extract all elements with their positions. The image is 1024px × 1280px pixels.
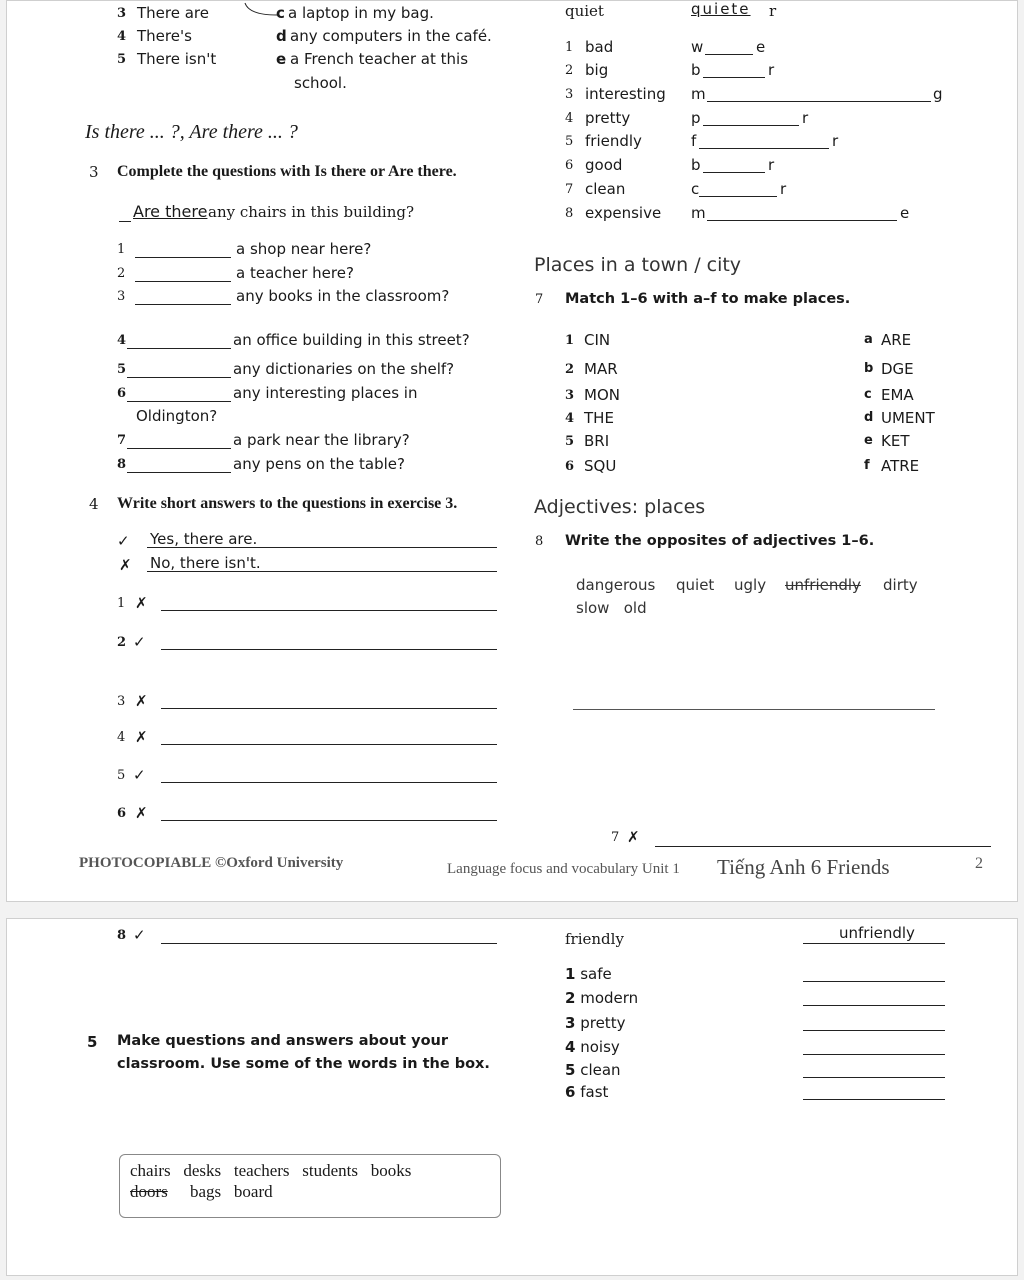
spelling-blank[interactable] — [699, 196, 777, 197]
match-letter: d — [864, 410, 874, 425]
answer-line[interactable] — [161, 610, 497, 611]
cross-mark: ✗ — [119, 556, 132, 574]
answer-blank[interactable] — [127, 448, 231, 449]
item-number: 2 — [117, 266, 126, 281]
word-option: quiet — [676, 576, 715, 594]
start-letter: m — [691, 204, 706, 222]
footer-unit: Language focus and vocabulary Unit 1 — [447, 861, 680, 877]
adjective-item — [565, 1062, 621, 1079]
adjective-word: interesting — [585, 85, 666, 103]
answer-line — [803, 943, 945, 944]
item-number: 8 — [117, 457, 127, 472]
match-number: 3 — [117, 6, 127, 21]
adjective-word: fast — [580, 1083, 609, 1101]
item-number: 3 — [117, 694, 126, 709]
page-number: 2 — [975, 855, 983, 872]
word-start: MAR — [584, 360, 618, 378]
word-box-line: chairs desks teachers students books — [130, 1161, 412, 1180]
example-answer: unfriendly — [839, 924, 915, 942]
answer-line[interactable] — [161, 649, 497, 650]
example-word: friendly — [565, 930, 624, 948]
start-letter: b — [691, 156, 701, 174]
adjective-item — [565, 1039, 620, 1056]
exercise-number: 7 — [535, 292, 544, 307]
worksheet-page-2 — [6, 918, 1018, 1276]
adjective-item — [565, 1084, 608, 1101]
match-letter: b — [864, 361, 874, 376]
end-letter: r — [768, 61, 775, 79]
spelling-blank[interactable] — [703, 172, 765, 173]
answer-line[interactable] — [803, 1005, 945, 1006]
exercise-number: 5 — [87, 1033, 98, 1051]
match-letter: d — [276, 27, 287, 45]
answer-line[interactable] — [803, 1030, 945, 1031]
match-letter: c — [864, 387, 872, 402]
adjective-item — [565, 990, 638, 1007]
adjective-word: clean — [585, 180, 626, 198]
question-text: an office building in this street? — [233, 331, 470, 349]
answer-blank[interactable] — [127, 401, 231, 402]
item-number: 2 — [117, 635, 127, 650]
section-title-places: Places in a town / city — [534, 254, 742, 276]
item-number: 1 — [117, 242, 126, 257]
cross-mark: ✗ — [135, 594, 148, 612]
spelling-blank[interactable] — [707, 220, 897, 221]
adjective-word: modern — [580, 989, 639, 1007]
word-option-struck: unfriendly — [785, 576, 861, 594]
match-left-text: There isn't — [137, 50, 217, 68]
end-letter: r — [768, 156, 775, 174]
worksheet-page-1 — [6, 0, 1018, 902]
example-underline — [119, 221, 131, 222]
word-box-line: bags board — [190, 1182, 273, 1201]
word-end: DGE — [881, 360, 914, 378]
spelling-blank[interactable] — [707, 101, 931, 102]
item-number: 1 — [117, 596, 126, 611]
match-left-text: There's — [137, 27, 192, 45]
adjective-item — [565, 1015, 625, 1032]
end-letter: e — [756, 38, 766, 56]
exercise-instruction: Complete the questions with Is there or Are there. — [117, 163, 457, 180]
adjective-word: safe — [580, 965, 612, 983]
match-right-text: school. — [294, 74, 347, 92]
match-right-text: any computers in the café. — [290, 27, 492, 45]
question-text: any pens on the table? — [233, 455, 405, 473]
match-right-text: a laptop in my bag. — [288, 4, 434, 22]
cross-mark: ✗ — [135, 804, 148, 822]
cross-mark: ✗ — [627, 828, 640, 846]
exercise-number: 3 — [89, 163, 99, 181]
answer-line — [147, 571, 497, 572]
item-number: 4 — [117, 333, 127, 348]
match-number: 4 — [117, 29, 127, 44]
example-word: quiet — [565, 2, 604, 20]
item-number: 7 — [117, 433, 127, 448]
adjective-word: good — [585, 156, 623, 174]
item-number: 2 — [565, 362, 575, 377]
word-end: KET — [881, 432, 910, 450]
answer-line[interactable] — [161, 943, 497, 944]
answer-line[interactable] — [803, 981, 945, 982]
item-number: 6 — [117, 386, 127, 401]
item-number: 4 — [565, 411, 575, 426]
item-number: 8 — [565, 206, 574, 221]
example-answer: No, there isn't. — [150, 554, 261, 572]
exercise-instruction: Make questions and answers about your — [117, 1033, 449, 1049]
item-number: 1 — [565, 965, 576, 983]
question-text: Oldington? — [136, 407, 218, 425]
match-letter: c — [276, 4, 285, 22]
item-number: 7 — [611, 830, 620, 845]
answer-line[interactable] — [161, 820, 497, 821]
item-number: 5 — [117, 768, 126, 783]
example-answer: Are there — [133, 202, 208, 221]
check-mark: ✓ — [133, 766, 146, 784]
answer-blank[interactable] — [135, 304, 231, 305]
footer-book-title: Tiếng Anh 6 Friends — [717, 855, 890, 879]
word-end: ARE — [881, 331, 912, 349]
word-start: BRI — [584, 432, 610, 450]
match-letter: e — [864, 433, 873, 448]
match-curve-line — [243, 1, 279, 21]
item-number: 2 — [565, 989, 576, 1007]
item-number: 5 — [117, 362, 127, 377]
item-number: 4 — [565, 1038, 576, 1056]
example-question: any chairs in this building? — [208, 203, 415, 221]
start-letter: m — [691, 85, 706, 103]
divider-line — [573, 709, 935, 710]
end-letter: e — [900, 204, 910, 222]
item-number: 6 — [565, 158, 574, 173]
word-box-struck: doors — [130, 1182, 168, 1201]
answer-line[interactable] — [161, 708, 497, 709]
answer-blank[interactable] — [127, 472, 231, 473]
spelling-blank[interactable] — [703, 77, 765, 78]
word-end: UMENT — [881, 409, 935, 427]
section-title-adjectives: Adjectives: places — [534, 496, 706, 518]
item-number: 3 — [565, 1014, 576, 1032]
answer-line — [147, 547, 497, 548]
start-letter: w — [691, 38, 704, 56]
question-text: any interesting places in — [233, 384, 418, 402]
word-start: CIN — [584, 331, 611, 349]
adjective-word: expensive — [585, 204, 662, 222]
answer-blank[interactable] — [127, 377, 231, 378]
answer-line[interactable] — [803, 1077, 945, 1078]
exercise-instruction: Write short answers to the questions in exercise 3. — [117, 495, 458, 512]
item-number: 3 — [565, 87, 574, 102]
item-number: 7 — [565, 182, 574, 197]
exercise-instruction: Write the opposites of adjectives 1–6. — [565, 533, 875, 549]
question-text: any books in the classroom? — [236, 287, 450, 305]
check-mark: ✓ — [133, 633, 146, 651]
match-letter: f — [864, 458, 870, 473]
answer-blank[interactable] — [135, 257, 231, 258]
end-letter: g — [933, 85, 943, 103]
answer-line[interactable] — [803, 1054, 945, 1055]
item-number: 6 — [565, 1083, 576, 1101]
item-number: 3 — [117, 289, 126, 304]
spelling-blank[interactable] — [705, 54, 753, 55]
question-text: a shop near here? — [236, 240, 372, 258]
answer-line[interactable] — [161, 744, 497, 745]
adjective-word: pretty — [580, 1014, 626, 1032]
start-letter: f — [691, 132, 697, 150]
spelling-blank[interactable] — [699, 148, 829, 149]
item-number: 6 — [565, 459, 575, 474]
item-number: 4 — [117, 730, 126, 745]
word-option: dangerous — [576, 576, 656, 594]
word-start: THE — [584, 409, 614, 427]
example-end-letter: r — [769, 2, 777, 20]
word-end: ATRE — [881, 457, 920, 475]
match-right-text: a French teacher at this — [290, 50, 469, 68]
start-letter: b — [691, 61, 701, 79]
end-letter: r — [802, 109, 809, 127]
adjective-word: bad — [585, 38, 614, 56]
item-number: 5 — [565, 434, 575, 449]
answer-line[interactable] — [161, 782, 497, 783]
end-letter: r — [832, 132, 839, 150]
answer-blank[interactable] — [127, 348, 231, 349]
section-title-is-there: Is there ... ?, Are there ... ? — [85, 121, 298, 143]
check-mark: ✓ — [117, 532, 130, 550]
spelling-blank[interactable] — [703, 125, 799, 126]
exercise-instruction: classroom. Use some of the words in the box. — [117, 1056, 490, 1072]
word-box — [119, 1154, 501, 1218]
answer-line[interactable] — [655, 846, 991, 847]
item-number: 6 — [117, 806, 127, 821]
adjective-word: pretty — [585, 109, 631, 127]
cross-mark: ✗ — [135, 692, 148, 710]
adjective-item — [565, 966, 612, 983]
footer-copyright: PHOTOCOPIABLE ©Oxford University — [79, 855, 344, 871]
adjective-word: big — [585, 61, 609, 79]
adjective-word: noisy — [580, 1038, 620, 1056]
word-end: EMA — [881, 386, 914, 404]
word-option: slow old — [576, 599, 647, 617]
item-number: 1 — [565, 333, 575, 348]
adjective-word: clean — [580, 1061, 621, 1079]
adjective-word: friendly — [585, 132, 642, 150]
word-start: MON — [584, 386, 620, 404]
item-number: 5 — [565, 1061, 576, 1079]
exercise-number: 8 — [535, 534, 544, 549]
item-number: 3 — [565, 388, 575, 403]
match-number: 5 — [117, 52, 127, 67]
exercise-number: 4 — [89, 495, 99, 513]
answer-blank[interactable] — [135, 281, 231, 282]
example-spelling: quiete — [691, 0, 751, 18]
question-text: a teacher here? — [236, 264, 354, 282]
match-letter: a — [864, 332, 873, 347]
word-start: SQU — [584, 457, 617, 475]
word-option: dirty — [883, 576, 918, 594]
item-number: 1 — [565, 40, 574, 55]
item-number: 4 — [565, 111, 574, 126]
item-number: 2 — [565, 63, 574, 78]
end-letter: r — [780, 180, 787, 198]
check-mark: ✓ — [133, 926, 146, 944]
question-text: a park near the library? — [233, 431, 410, 449]
item-number: 8 — [117, 928, 127, 943]
word-option: ugly — [734, 576, 767, 594]
item-number: 5 — [565, 134, 574, 149]
exercise-instruction: Match 1–6 with a–f to make places. — [565, 291, 851, 307]
start-letter: p — [691, 109, 701, 127]
answer-line[interactable] — [803, 1099, 945, 1100]
match-letter: e — [276, 50, 287, 68]
cross-mark: ✗ — [135, 728, 148, 746]
start-letter: c — [691, 180, 700, 198]
example-answer: Yes, there are. — [150, 530, 258, 548]
question-text: any dictionaries on the shelf? — [233, 360, 455, 378]
match-left-text: There are — [137, 4, 209, 22]
